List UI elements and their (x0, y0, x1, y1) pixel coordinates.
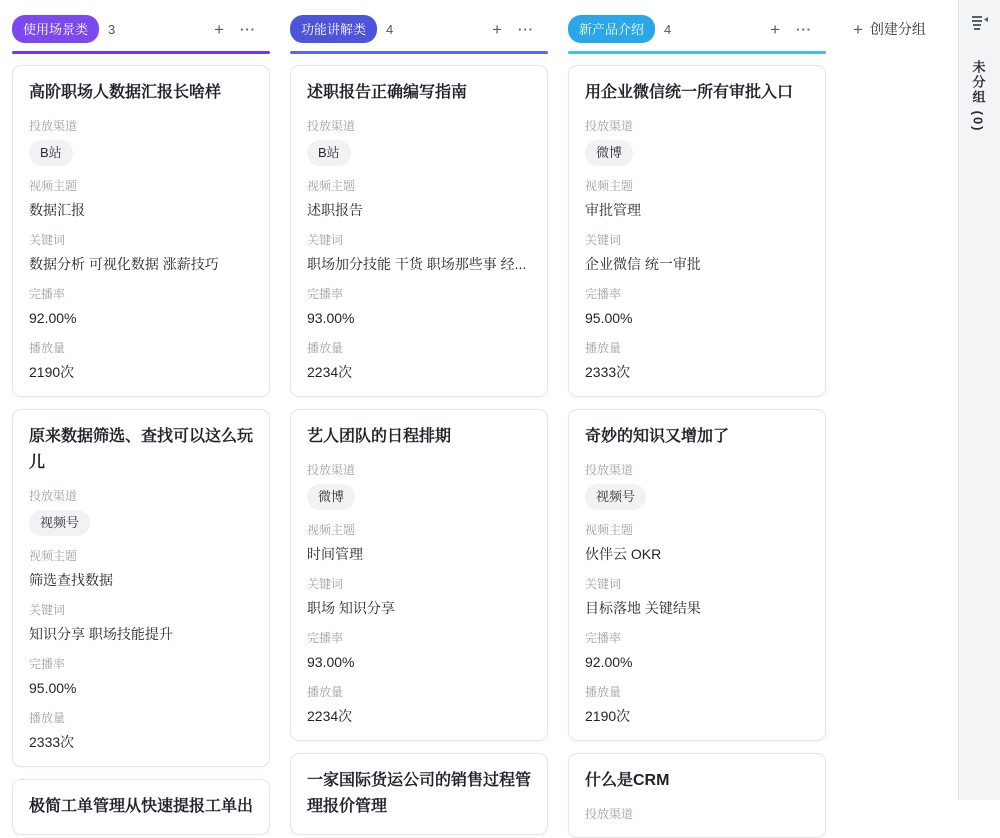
record-title: 什么是CRM (585, 768, 809, 794)
plays-value: 2333次 (585, 362, 809, 382)
board-column (290, 16, 548, 800)
record-card[interactable] (568, 65, 826, 397)
keywords-value: 目标落地 关键结果 (585, 598, 809, 618)
plays-value: 2333次 (29, 732, 253, 752)
field-label-keywords: 关键词 (29, 232, 253, 249)
record-title: 艺人团队的日程排期 (307, 424, 531, 450)
record-title: 述职报告正确编写指南 (307, 80, 531, 106)
plays-value: 2234次 (307, 706, 531, 726)
keywords-value: 企业微信 统一审批 (585, 254, 809, 274)
more-options-icon[interactable]: ··· (518, 21, 534, 38)
field-label-topic: 视频主题 (307, 178, 531, 195)
group-name-badge[interactable]: 功能讲解类 (290, 15, 377, 43)
card-list (290, 65, 548, 835)
board-column (12, 16, 270, 800)
topic-value: 审批管理 (585, 200, 809, 220)
plays-value: 2190次 (585, 706, 809, 726)
group-name-badge[interactable]: 使用场景类 (12, 15, 99, 43)
group-record-count: 3 (108, 22, 115, 37)
group-color-line (568, 51, 826, 54)
plus-icon: + (853, 21, 863, 38)
group-record-count: 4 (664, 22, 671, 37)
completion-value: 95.00% (29, 678, 253, 698)
field-label-channel: 投放渠道 (585, 462, 809, 479)
field-label-keywords: 关键词 (307, 576, 531, 593)
channel-tag: 视频号 (29, 510, 90, 536)
record-title: 极简工单管理从快速提报工单出 (29, 794, 253, 820)
field-label-keywords: 关键词 (307, 232, 531, 249)
column-header (290, 16, 548, 42)
completion-value: 93.00% (307, 652, 531, 672)
record-title: 原来数据筛选、查找可以这么玩儿 (29, 424, 253, 476)
field-label-channel: 投放渠道 (585, 118, 809, 135)
field-label-completion: 完播率 (585, 286, 809, 303)
keywords-value: 数据分析 可视化数据 涨薪技巧 (29, 254, 253, 274)
add-record-icon[interactable]: + (214, 21, 224, 38)
group-name-badge[interactable]: 新产品介绍 (568, 15, 655, 43)
card-list (568, 65, 826, 838)
card-list (12, 65, 270, 835)
field-label-completion: 完播率 (29, 286, 253, 303)
record-card[interactable] (290, 753, 548, 835)
keywords-value: 职场加分技能 干货 职场那些事 经... (307, 254, 531, 274)
field-label-plays: 播放量 (29, 340, 253, 357)
group-record-count: 4 (386, 22, 393, 37)
field-label-plays: 播放量 (307, 340, 531, 357)
field-label-keywords: 关键词 (585, 576, 809, 593)
channel-tag: B站 (307, 140, 351, 166)
completion-value: 93.00% (307, 308, 531, 328)
collapse-list-icon[interactable] (972, 16, 988, 30)
record-card[interactable] (568, 753, 826, 838)
keywords-value: 知识分享 职场技能提升 (29, 624, 253, 644)
group-color-line (12, 51, 270, 54)
field-label-topic: 视频主题 (29, 178, 253, 195)
create-group-button[interactable] (853, 19, 926, 39)
field-label-completion: 完播率 (307, 286, 531, 303)
field-label-channel: 投放渠道 (307, 118, 531, 135)
record-card[interactable] (12, 65, 270, 397)
field-label-topic: 视频主题 (585, 178, 809, 195)
more-options-icon[interactable]: ··· (240, 21, 256, 38)
field-label-completion: 完播率 (29, 656, 253, 673)
record-card[interactable] (290, 65, 548, 397)
channel-tag: 视频号 (585, 484, 646, 510)
plays-value: 2190次 (29, 362, 253, 382)
record-title: 用企业微信统一所有审批入口 (585, 80, 809, 106)
field-label-keywords: 关键词 (29, 602, 253, 619)
add-record-icon[interactable]: + (492, 21, 502, 38)
field-label-topic: 视频主题 (29, 548, 253, 565)
field-label-channel: 投放渠道 (307, 462, 531, 479)
more-options-icon[interactable]: ··· (796, 21, 812, 38)
group-color-line (290, 51, 548, 54)
topic-value: 伙伴云 OKR (585, 544, 809, 564)
field-label-plays: 播放量 (29, 710, 253, 727)
field-label-topic: 视频主题 (585, 522, 809, 539)
topic-value: 数据汇报 (29, 200, 253, 220)
record-card[interactable] (12, 409, 270, 767)
field-label-plays: 播放量 (585, 340, 809, 357)
ungrouped-group-label[interactable]: 未分组 (0) (972, 60, 988, 133)
create-group-label: 创建分组 (870, 19, 926, 39)
field-label-channel: 投放渠道 (29, 488, 253, 505)
add-record-icon[interactable]: + (770, 21, 780, 38)
topic-value: 筛选查找数据 (29, 570, 253, 590)
completion-value: 92.00% (29, 308, 253, 328)
field-label-topic: 视频主题 (307, 522, 531, 539)
field-label-plays: 播放量 (307, 684, 531, 701)
record-title: 一家国际货运公司的销售过程管理报价管理 (307, 768, 531, 820)
record-title: 高阶职场人数据汇报长啥样 (29, 80, 253, 106)
board-column (568, 16, 826, 800)
field-label-completion: 完播率 (307, 630, 531, 647)
field-label-keywords: 关键词 (585, 232, 809, 249)
keywords-value: 职场 知识分享 (307, 598, 531, 618)
completion-value: 95.00% (585, 308, 809, 328)
record-card[interactable] (568, 409, 826, 741)
channel-tag: 微博 (307, 484, 355, 510)
channel-tag: 微博 (585, 140, 633, 166)
field-label-channel: 投放渠道 (29, 118, 253, 135)
topic-value: 时间管理 (307, 544, 531, 564)
topic-value: 述职报告 (307, 200, 531, 220)
plays-value: 2234次 (307, 362, 531, 382)
completion-value: 92.00% (585, 652, 809, 672)
field-label-completion: 完播率 (585, 630, 809, 647)
column-header (568, 16, 826, 42)
column-header (12, 16, 270, 42)
record-card[interactable] (290, 409, 548, 741)
field-label-channel: 投放渠道 (585, 806, 809, 823)
record-card[interactable] (12, 779, 270, 835)
ungrouped-side-rail (958, 0, 1000, 800)
channel-tag: B站 (29, 140, 73, 166)
record-title: 奇妙的知识又增加了 (585, 424, 809, 450)
field-label-plays: 播放量 (585, 684, 809, 701)
